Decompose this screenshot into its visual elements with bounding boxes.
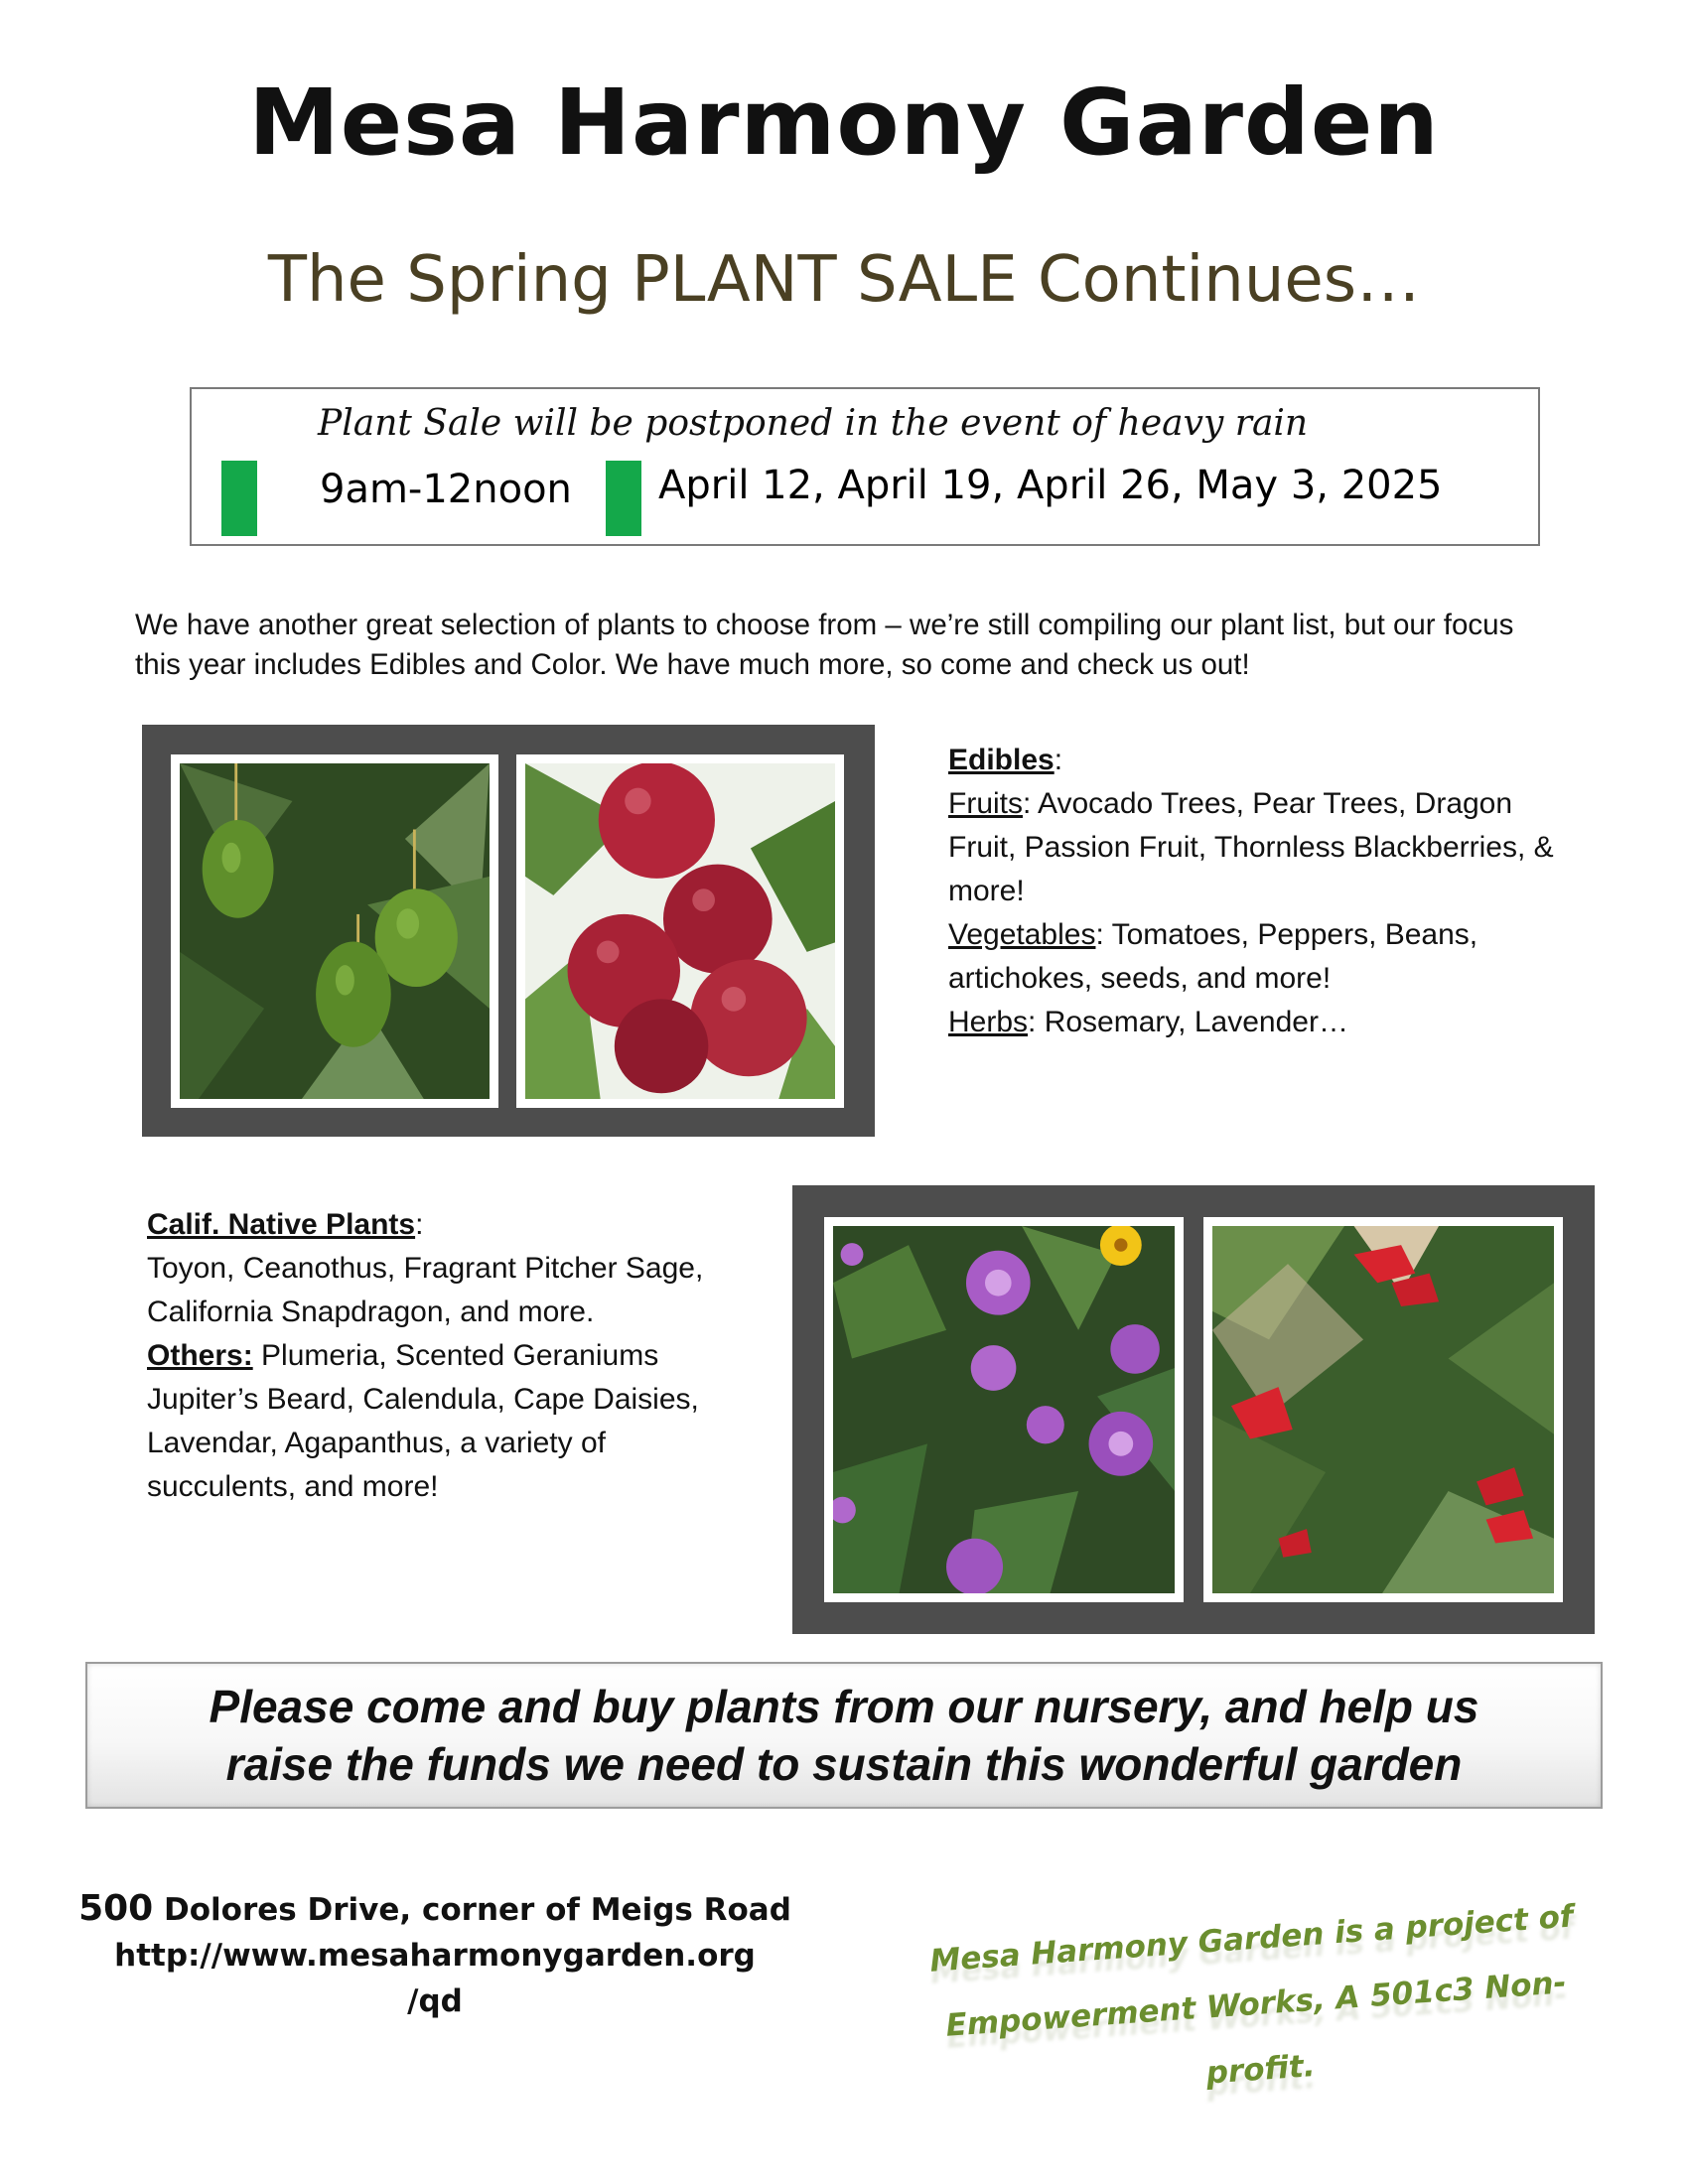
vegetables-list: : Tomatoes, Peppers, Beans, artichokes, seeds, and more! xyxy=(948,918,1478,995)
intro-paragraph: We have another great selection of plants to choose from – we’re still compiling our plant list, but our focus this year includes Edibles and Color. We have much more, so come and check us out! xyxy=(135,609,1514,681)
avocado-photo xyxy=(171,754,498,1108)
project-line-2: Empowerment Works, A 501c3 Non-profit. xyxy=(944,1965,1568,2092)
sale-dates: April 12, April 19, April 26, May 3, 2025 xyxy=(658,463,1443,508)
vegetables-label: Vegetables xyxy=(948,918,1096,951)
page-subtitle: The Spring PLANT SALE Continues… xyxy=(267,243,1421,317)
fruits-label: Fruits xyxy=(948,787,1023,820)
website-path: /qd xyxy=(407,1983,463,2019)
others-list: Plumeria, Scented Geraniums Jupiter’s Beard, Calendula, Cape Daisies, Lavendar, Agapanthus, a variety of succulents, and more! xyxy=(147,1339,699,1503)
cta-line-1: Please come and buy plants from our nursery, and help us xyxy=(209,1681,1479,1732)
green-marker-icon xyxy=(606,461,641,536)
natives-section: Calif. Native Plants: Toyon, Ceanothus, Fragrant Pitcher Sage, California Snapdragon, and more. Others: Plumeria, Scented Geraniums Jupiter’s Beard, Calendula, Cape Daisies, Lavendar, Agapanthus, a variety of succulents, and more! xyxy=(147,1208,704,1503)
rain-note: Plant Sale will be postponed in the event of heavy rain xyxy=(318,403,1309,444)
address-block xyxy=(77,1886,792,2024)
edibles-section: Edibles: Fruits: Avocado Trees, Pear Trees, Dragon Fruit, Passion Fruit, Thornless Blackberries, & more! Vegetables: Tomatoes, Peppers, Beans, artichokes, seeds, and more! Herbs: Rosemary, Lavender… xyxy=(948,744,1554,1038)
natives-list: Toyon, Ceanothus, Fragrant Pitcher Sage, California Snapdragon, and more. xyxy=(147,1252,704,1328)
street-name: Dolores Drive, corner of Meigs Road xyxy=(153,1892,791,1928)
green-marker-icon xyxy=(221,461,257,536)
fruits-list: : Avocado Trees, Pear Trees, Dragon Fruit, Passion Fruit, Thornless Blackberries, & more! xyxy=(948,787,1554,907)
street-number: 500 xyxy=(78,1888,154,1929)
website-link[interactable]: http://www.mesaharmonygarden.org xyxy=(114,1938,756,1974)
herbs-list: : Rosemary, Lavender… xyxy=(1028,1006,1348,1038)
edibles-heading: Edibles xyxy=(948,744,1055,776)
snapdragon-photo xyxy=(1203,1217,1563,1602)
page-title: Mesa Harmony Garden xyxy=(248,69,1440,176)
herbs-label: Herbs xyxy=(948,1006,1029,1038)
natives-heading: Calif. Native Plants xyxy=(147,1208,416,1241)
sale-time: 9am-12noon xyxy=(320,467,572,512)
call-to-action-box xyxy=(85,1662,1603,1809)
cta-line-2: raise the funds we need to sustain this wonderful garden xyxy=(225,1738,1463,1790)
project-note xyxy=(903,1882,1610,2126)
others-label: Others: xyxy=(147,1339,253,1372)
apple-photo xyxy=(516,754,844,1108)
project-line-1: Mesa Harmony Garden is a project of xyxy=(928,1898,1575,1979)
pitcher-sage-photo xyxy=(824,1217,1184,1602)
